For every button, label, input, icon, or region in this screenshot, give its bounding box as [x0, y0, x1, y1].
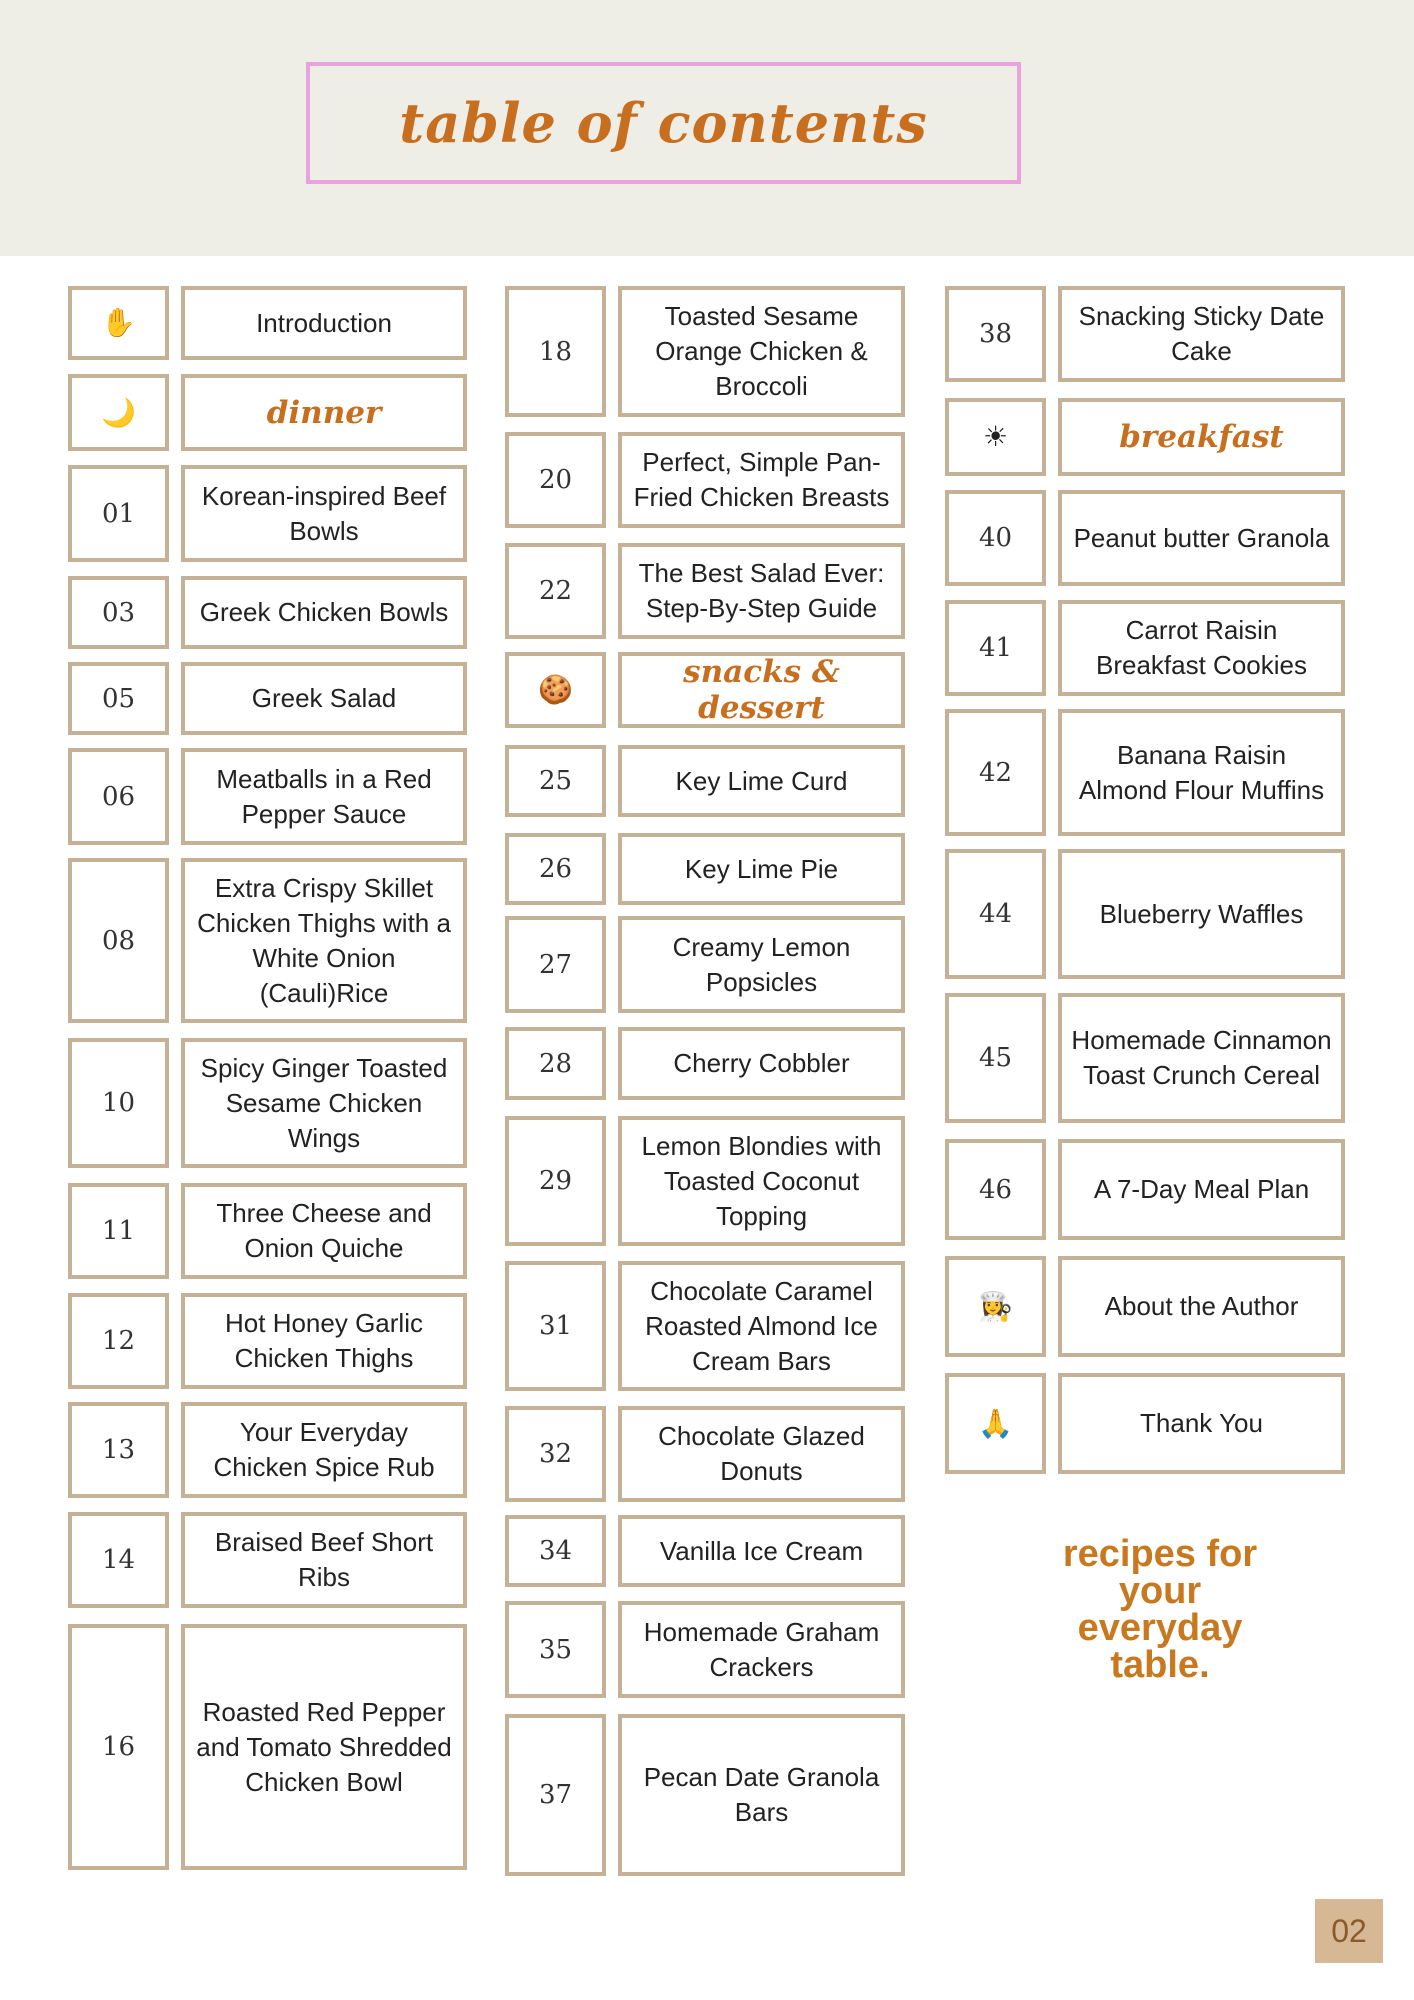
page-number-cell[interactable] — [68, 748, 169, 845]
page-number: 46 — [978, 1174, 1013, 1205]
page-number: 16 — [101, 1732, 136, 1762]
page-number-badge: 02 — [1315, 1899, 1383, 1963]
entry-title: About the Author — [1104, 1291, 1299, 1321]
page-number-cell[interactable] — [68, 576, 169, 649]
icon-cell[interactable] — [68, 286, 169, 360]
toc-entry[interactable] — [181, 1183, 467, 1279]
entry-title: A 7-Day Meal Plan — [1093, 1174, 1310, 1204]
toc-entry[interactable] — [181, 1512, 467, 1608]
toc-entry[interactable] — [618, 1601, 905, 1698]
page-number-cell[interactable] — [505, 1406, 606, 1502]
moon-icon: 🌙 — [101, 396, 136, 428]
entry-title: Lemon Blondies with Toasted Coconut Topping — [641, 1130, 882, 1231]
entry-title: Carrot Raisin Breakfast Cookies — [1096, 615, 1307, 680]
toc-entry[interactable] — [1058, 286, 1345, 382]
page-number: 08 — [101, 925, 136, 956]
page-number: 14 — [101, 1545, 136, 1575]
toc-entry[interactable] — [1058, 709, 1345, 836]
page-number: 37 — [538, 1780, 573, 1810]
entry-title: Thank You — [1140, 1408, 1263, 1438]
page-number: 29 — [538, 1166, 573, 1196]
icon-cell[interactable] — [68, 374, 169, 451]
toc-entry[interactable] — [181, 858, 467, 1023]
toc-entry[interactable] — [181, 465, 467, 562]
page-number: 34 — [538, 1536, 573, 1566]
page-number: 11 — [101, 1216, 136, 1246]
page-number: 28 — [538, 1048, 573, 1079]
icon-cell[interactable] — [945, 1373, 1046, 1474]
toc-entry[interactable] — [1058, 993, 1345, 1123]
entry-title: Blueberry Waffles — [1099, 898, 1304, 929]
entry-title: Chocolate Caramel Roasted Almond Ice Cream Bars — [645, 1275, 878, 1376]
page-number-cell[interactable] — [945, 993, 1046, 1123]
page-number: 01 — [101, 498, 136, 529]
toc-entry[interactable] — [618, 1406, 905, 1502]
entry-title: Chocolate Glazed Donuts — [658, 1421, 865, 1486]
entry-title: Perfect, Simple Pan-Fried Chicken Breasts — [633, 447, 890, 512]
page-number: 10 — [101, 1088, 136, 1118]
entry-title: Key Lime Pie — [684, 853, 839, 884]
page-number: 12 — [101, 1326, 136, 1356]
toc-entry[interactable] — [1058, 600, 1345, 696]
page-number-cell[interactable] — [505, 833, 606, 905]
entry-title: Three Cheese and Onion Quiche — [216, 1198, 432, 1263]
page-number-cell[interactable] — [68, 1183, 169, 1279]
page-number-cell[interactable] — [945, 286, 1046, 382]
entry-title: Homemade Graham Crackers — [643, 1616, 880, 1682]
page-number: 32 — [538, 1439, 573, 1469]
icon-cell[interactable] — [945, 1256, 1046, 1357]
section-heading-cell[interactable] — [1058, 398, 1345, 476]
entry-title: Creamy Lemon Popsicles — [672, 931, 851, 997]
toc-entry[interactable] — [181, 1038, 467, 1168]
icon-cell[interactable] — [505, 652, 606, 728]
entry-title: Extra Crispy Skillet Chicken Thighs with a White Onion (Cauli)Rice — [197, 872, 451, 1008]
tagline: recipes for your everyday table. — [1062, 1533, 1258, 1686]
entry-title: Key Lime Curd — [675, 765, 848, 796]
section-heading-cell[interactable] — [181, 374, 467, 451]
page-number-cell[interactable] — [68, 1038, 169, 1168]
toc-entry[interactable] — [181, 748, 467, 845]
entry-title: Hot Honey Garlic Chicken Thighs — [225, 1308, 423, 1373]
page-number: 03 — [101, 597, 136, 628]
entry-title: Greek Chicken Bowls — [199, 597, 449, 627]
page-number-cell[interactable] — [68, 858, 169, 1023]
page-number-cell[interactable] — [945, 849, 1046, 979]
page-number-cell[interactable] — [68, 1624, 169, 1870]
page-number: 41 — [978, 633, 1013, 663]
section-heading: breakfast — [1119, 419, 1284, 455]
entry-title: Greek Salad — [251, 683, 397, 713]
page-number: 05 — [101, 683, 136, 714]
entry-title: Pecan Date Granola Bars — [643, 1762, 880, 1827]
icon-cell[interactable] — [945, 398, 1046, 476]
page-number-cell[interactable] — [68, 1402, 169, 1498]
entry-title: Vanilla Ice Cream — [659, 1535, 864, 1566]
page-number: 38 — [978, 319, 1013, 349]
page-number-cell[interactable] — [68, 1293, 169, 1389]
section-heading: dinner — [266, 394, 382, 431]
page-number-cell[interactable] — [505, 1261, 606, 1391]
toc-entry[interactable] — [618, 1714, 905, 1876]
header-band — [0, 0, 1414, 256]
praying-hands-icon: 🙏 — [978, 1407, 1013, 1439]
page-number-cell[interactable] — [505, 432, 606, 528]
page-number: 13 — [101, 1435, 136, 1465]
page-number-cell[interactable] — [505, 1027, 606, 1100]
toc-entry[interactable] — [1058, 490, 1345, 586]
page-number-cell[interactable] — [68, 662, 169, 735]
toc-entry[interactable] — [618, 745, 905, 817]
page-number: 20 — [538, 465, 573, 495]
page-number: 27 — [538, 949, 573, 980]
entry-title: The Best Salad Ever: Step-By-Step Guide — [638, 558, 885, 623]
page-number-cell[interactable] — [945, 490, 1046, 586]
page-number-cell[interactable] — [68, 1512, 169, 1608]
toc-entry[interactable] — [618, 833, 905, 905]
toc-entry[interactable] — [1058, 849, 1345, 979]
toc-entry[interactable] — [618, 916, 905, 1013]
page-number: 40 — [978, 523, 1013, 553]
page-number: 26 — [538, 854, 573, 884]
entry-title: Toasted Sesame Orange Chicken & Broccoli — [655, 301, 868, 401]
page-number-cell[interactable] — [945, 1139, 1046, 1240]
entry-title: Snacking Sticky Date Cake — [1078, 301, 1325, 366]
section-heading: snacks & dessert — [683, 654, 840, 726]
cookie-icon: 🍪 — [538, 674, 573, 705]
toc-entry[interactable] — [618, 432, 905, 528]
page-number: 22 — [538, 576, 573, 606]
toc-entry[interactable] — [181, 1402, 467, 1498]
page-number-cell[interactable] — [945, 600, 1046, 696]
section-heading-cell[interactable] — [618, 652, 905, 728]
toc-entry[interactable] — [618, 1515, 905, 1587]
entry-title: Braised Beef Short Ribs — [214, 1527, 434, 1592]
page-number: 44 — [978, 899, 1013, 929]
title-box — [306, 62, 1021, 184]
sun-icon: ☀ — [982, 421, 1009, 452]
entry-title: Introduction — [256, 307, 392, 338]
toc-entry[interactable] — [1058, 1139, 1345, 1240]
page-number-cell[interactable] — [505, 916, 606, 1013]
entry-title: Your Everyday Chicken Spice Rub — [213, 1417, 435, 1482]
page-number: 31 — [538, 1311, 573, 1341]
page-number-cell[interactable] — [505, 1714, 606, 1876]
page-title: table of contents — [399, 91, 928, 155]
page-number-cell[interactable] — [505, 543, 606, 639]
toc-entry[interactable] — [1058, 1373, 1345, 1474]
page-number: 25 — [538, 766, 573, 796]
toc-entry[interactable] — [618, 1116, 905, 1246]
toc-entry[interactable] — [181, 286, 467, 360]
toc-entry[interactable] — [181, 662, 467, 735]
toc-entry[interactable] — [1058, 1256, 1345, 1357]
page-number: 06 — [101, 781, 136, 812]
toc-entry[interactable] — [181, 1293, 467, 1389]
page-number: 42 — [978, 757, 1013, 788]
toc-entry[interactable] — [618, 286, 905, 417]
toc-entry[interactable] — [618, 543, 905, 639]
entry-title: Spicy Ginger Toasted Sesame Chicken Wings — [200, 1052, 448, 1153]
page-number-cell[interactable] — [505, 745, 606, 817]
entry-title: Banana Raisin Almond Flour Muffins — [1078, 739, 1325, 805]
page-number: 45 — [978, 1043, 1013, 1073]
toc-entry[interactable] — [181, 1624, 467, 1870]
page-number-cell[interactable] — [68, 465, 169, 562]
entry-title: Peanut butter Granola — [1073, 522, 1330, 553]
entry-title: Meatballs in a Red Pepper Sauce — [216, 763, 432, 829]
entry-title: Roasted Red Pepper and Tomato Shredded Chicken Bowl — [196, 1696, 452, 1797]
toc-entry[interactable] — [181, 576, 467, 649]
chef-icon: 👩‍🍳 — [978, 1290, 1013, 1322]
entry-title: Homemade Cinnamon Toast Crunch Cereal — [1071, 1025, 1332, 1090]
toc-entry[interactable] — [618, 1027, 905, 1100]
entry-title: Cherry Cobbler — [673, 1048, 850, 1078]
page-number-cell[interactable] — [945, 709, 1046, 836]
page-number-cell[interactable] — [505, 286, 606, 417]
entry-title: Korean-inspired Beef Bowls — [201, 480, 447, 546]
toc-entry[interactable] — [618, 1261, 905, 1391]
page-number: 18 — [538, 336, 573, 367]
page-number: 35 — [538, 1634, 573, 1665]
waving-hand-icon: ✋ — [101, 307, 136, 338]
page-number-cell[interactable] — [505, 1116, 606, 1246]
page-number-cell[interactable] — [505, 1601, 606, 1698]
page-number-cell[interactable] — [505, 1515, 606, 1587]
